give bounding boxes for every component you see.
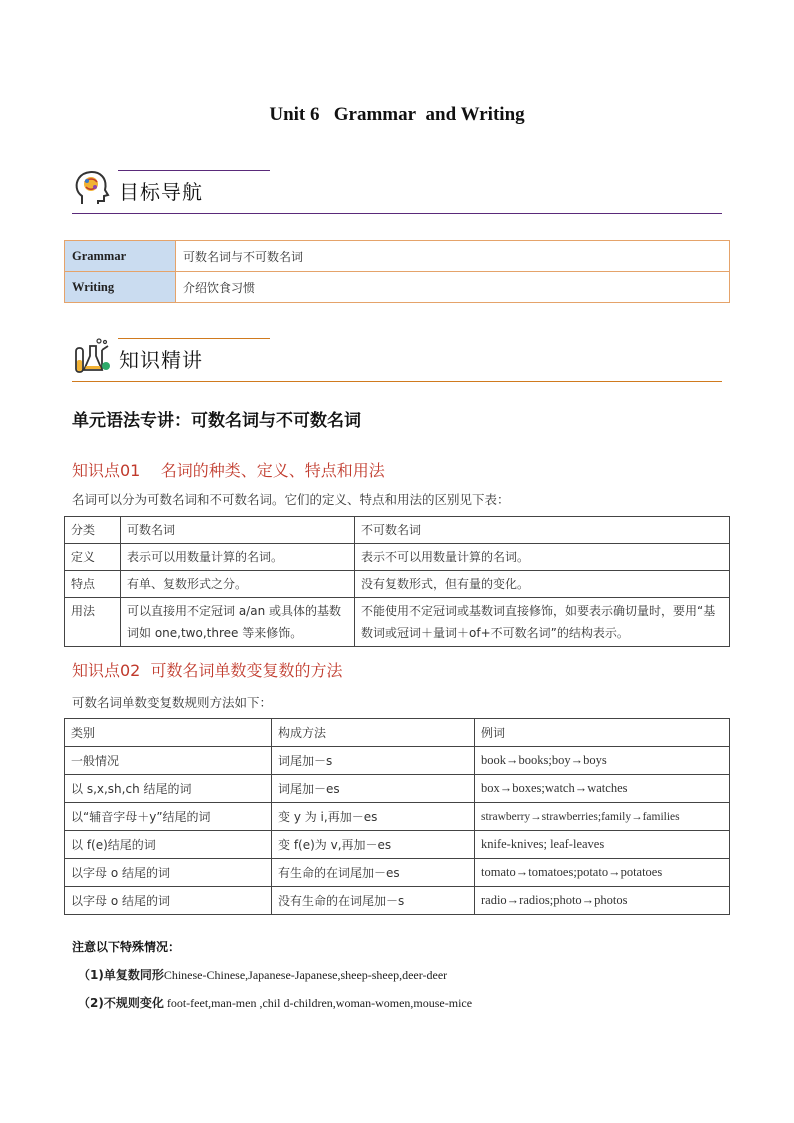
notes-heading: 注意以下特殊情况： bbox=[72, 940, 181, 954]
note-item bbox=[78, 966, 447, 983]
table-cell: 变 y 为 i,再加－es bbox=[272, 803, 475, 831]
table-header-cell: 类别 bbox=[65, 719, 272, 747]
table-cell: 以 f(e)结尾的词 bbox=[65, 831, 272, 859]
table-cell: 没有生命的在词尾加－s bbox=[272, 887, 475, 915]
knowledge-point-2-title: 知识点02 可数名词单数变复数的方法 bbox=[72, 661, 343, 680]
table-row bbox=[65, 803, 730, 831]
goal-label: Writing bbox=[65, 272, 176, 303]
table-cell: 词尾加－es bbox=[272, 775, 475, 803]
goal-label: Grammar bbox=[65, 241, 176, 272]
goal-value: 介绍饮食习惯 bbox=[176, 272, 730, 303]
noun-types-table bbox=[64, 516, 730, 647]
section-header-goals bbox=[72, 168, 722, 214]
note-item bbox=[78, 994, 472, 1011]
table-row bbox=[65, 598, 730, 647]
table-cell: 一般情况 bbox=[65, 747, 272, 775]
goal-row bbox=[65, 272, 730, 303]
table-cell: 有生命的在词尾加－es bbox=[272, 859, 475, 887]
brain-head-icon bbox=[72, 168, 112, 208]
table-row bbox=[65, 747, 730, 775]
table-cell: tomato→tomatoes;potato→potatoes bbox=[475, 859, 730, 887]
table-cell: knife-knives; leaf-leaves bbox=[475, 831, 730, 859]
table-cell: 变 f(e)为 v,再加－es bbox=[272, 831, 475, 859]
table-header-row bbox=[65, 719, 730, 747]
table-cell: radio→radios;photo→photos bbox=[475, 887, 730, 915]
note-label: （1)单复数同形 bbox=[78, 968, 164, 982]
note-text: foot-feet,man-men ,chil d-children,woman-women,mouse-mice bbox=[163, 996, 473, 1010]
table-cell: 特点 bbox=[65, 571, 121, 598]
goals-table bbox=[64, 240, 730, 303]
table-header-cell: 例词 bbox=[475, 719, 730, 747]
table-cell: 有单、复数形式之分。 bbox=[121, 571, 355, 598]
note-text: Chinese-Chinese,Japanese-Japanese,sheep-sheep,deer-deer bbox=[163, 968, 448, 982]
table-cell: 定义 bbox=[65, 544, 121, 571]
table-cell: 不能使用不定冠词或基数词直接修饰，如要表示确切量时，要用“基数词或冠词＋量词＋of+不可数名词”的结构表示。 bbox=[355, 598, 730, 647]
note-label: （2)不规则变化 bbox=[78, 996, 164, 1010]
grammar-heading: 单元语法专讲：可数名词与不可数名词 bbox=[72, 411, 361, 431]
table-cell: 以字母 o 结尾的词 bbox=[65, 887, 272, 915]
table-header-cell: 不可数名词 bbox=[355, 517, 730, 544]
table-header-row bbox=[65, 517, 730, 544]
lab-flask-icon bbox=[72, 336, 112, 376]
table-header-cell: 构成方法 bbox=[272, 719, 475, 747]
table-row bbox=[65, 831, 730, 859]
table-cell: 没有复数形式，但有量的变化。 bbox=[355, 571, 730, 598]
section-title: 目标导航 bbox=[119, 180, 203, 204]
table-header-cell: 分类 bbox=[65, 517, 121, 544]
table-cell: 词尾加－s bbox=[272, 747, 475, 775]
page-title: Unit 6 Grammar and Writing bbox=[269, 104, 525, 125]
plural-rules-table bbox=[64, 718, 730, 915]
table-cell: 表示不可以用数量计算的名词。 bbox=[355, 544, 730, 571]
table-row bbox=[65, 775, 730, 803]
table-header-cell: 可数名词 bbox=[121, 517, 355, 544]
table-cell: 用法 bbox=[65, 598, 121, 647]
table-cell: 以“辅音字母＋y”结尾的词 bbox=[65, 803, 272, 831]
table-row bbox=[65, 887, 730, 915]
section-title: 知识精讲 bbox=[119, 348, 203, 372]
table-row bbox=[65, 859, 730, 887]
goal-value: 可数名词与不可数名词 bbox=[176, 241, 730, 272]
table-cell: 以字母 o 结尾的词 bbox=[65, 859, 272, 887]
table-cell: box→boxes;watch→watches bbox=[475, 775, 730, 803]
goal-row bbox=[65, 241, 730, 272]
table-cell: 表示可以用数量计算的名词。 bbox=[121, 544, 355, 571]
knowledge-point-2-intro: 可数名词单数变复数规则方法如下： bbox=[72, 695, 273, 710]
knowledge-point-1-intro: 名词可以分为可数名词和不可数名词。它们的定义、特点和用法的区别见下表： bbox=[72, 492, 510, 507]
section-header-knowledge bbox=[72, 336, 722, 382]
table-row bbox=[65, 571, 730, 598]
table-cell: 以 s,x,sh,ch 结尾的词 bbox=[65, 775, 272, 803]
table-cell: book→books;boy→boys bbox=[475, 747, 730, 775]
table-cell: 可以直接用不定冠词 a/an 或具体的基数词如 one,two,three 等来修饰。 bbox=[121, 598, 355, 647]
knowledge-point-1-title: 知识点01 名词的种类、定义、特点和用法 bbox=[72, 461, 385, 480]
table-cell: strawberry→strawberries;family→families bbox=[475, 803, 730, 831]
table-row bbox=[65, 544, 730, 571]
